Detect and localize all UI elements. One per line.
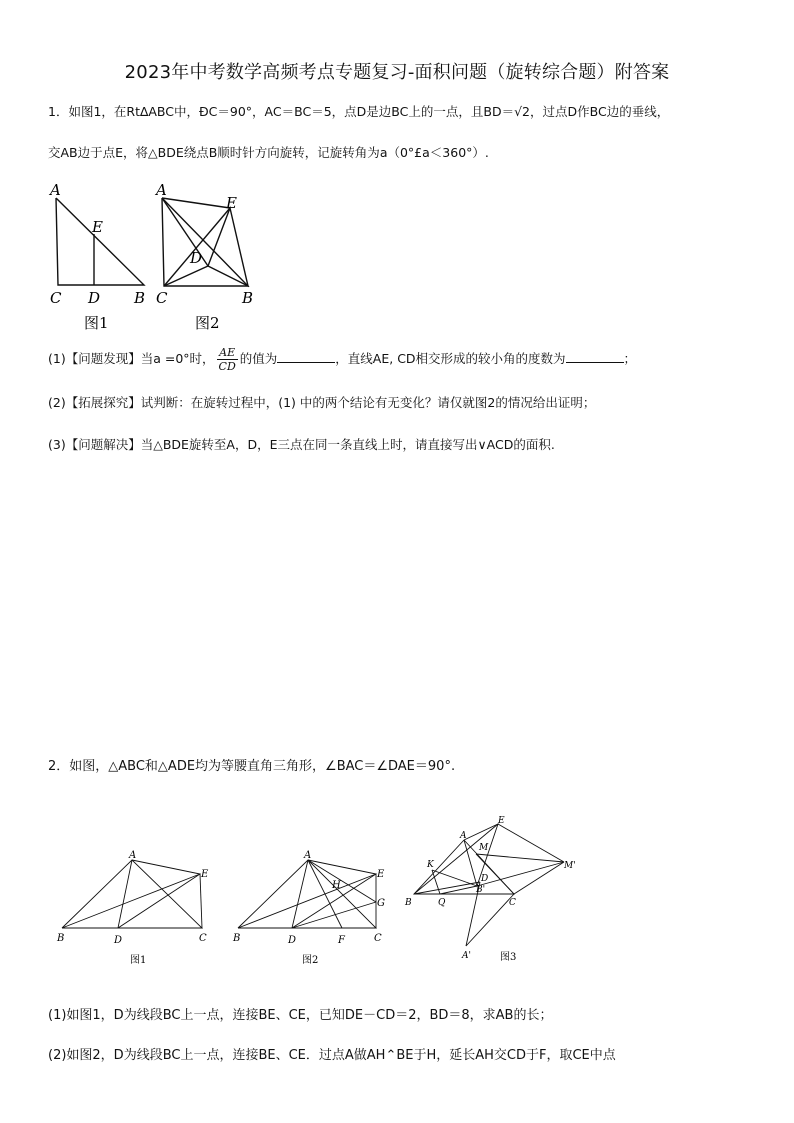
q2-fig3-label-c: C (509, 898, 516, 908)
q1-figure1 (56, 198, 144, 285)
q1-fig1-label-a: A (50, 181, 61, 199)
q2-fig3-label-e: E (498, 816, 505, 826)
q1-fig2-label-c: C (156, 289, 168, 307)
q1-fig2-segment-cd (164, 266, 208, 286)
q2-fig3-segment-a-prime-c (466, 894, 514, 946)
q1-part1-answer-blank-1 (277, 350, 335, 363)
q2-fig3-label-q: Q (438, 898, 446, 908)
q2-fig3-label-b: B (405, 898, 412, 908)
q2-fig3-segment-qd (440, 886, 477, 894)
q2-fig3-caption: 图3 (500, 952, 517, 963)
q1-fig1-label-e: E (92, 218, 103, 236)
q1-part1-fraction-numerator: AE (217, 346, 238, 360)
q2-fig3-label-d: D (481, 874, 489, 884)
q2-fig2-label-d: D (288, 935, 297, 946)
q2-fig1-label-a: A (129, 850, 137, 861)
q1-part2: (2)【拓展探究】试判断：在旋转过程中，(1) 中的两个结论有无变化？请仅就图2的情况给出证明； (48, 395, 596, 410)
q2-fig1-label-b: B (57, 933, 65, 944)
q1-fig2-segment-ce (164, 208, 230, 286)
q2-fig2-caption: 图2 (302, 955, 319, 966)
q1-fig2-label-a: A (156, 181, 167, 199)
q1-stem-line1: 1．如图1，在Rt∆ABC中，ÐC＝90°，AC＝BC＝5，点D是边BC上的一点，且BD＝√2，过点D作BC边的垂线， (48, 104, 670, 119)
q2-fig3-label-k: K (427, 860, 434, 870)
q1-fig1-caption: 图1 (84, 314, 109, 332)
q2-fig2-label-f: F (338, 935, 345, 946)
q1-part1-middle2: ，直线AE, CD相交形成的较小角的度数为 (335, 351, 566, 366)
q2-figure2 (238, 860, 376, 928)
q2-fig1-segment-ad (118, 860, 132, 928)
q1-fig1-triangle-abc (56, 198, 144, 285)
q1-fig2-caption: 图2 (195, 314, 220, 332)
q2-fig2-label-g: G (377, 898, 385, 909)
q2-fig1-label-e: E (201, 869, 209, 880)
q1-part1-end: ； (623, 351, 637, 366)
q2-fig2-label-a: A (304, 850, 312, 861)
q1-fig2-label-d: D (190, 249, 203, 267)
q2-fig3-segment-mm-prime (476, 854, 564, 862)
q1-fig2-triangle-bde (208, 208, 248, 286)
q2-figures (50, 810, 610, 970)
q2-fig1-label-c: C (199, 933, 207, 944)
q1-part1 (48, 346, 636, 373)
q1-fig1-label-c: C (50, 289, 62, 307)
q2-fig1-label-d: D (114, 935, 123, 946)
q1-fig2-segment-ae (162, 198, 230, 208)
q2-fig3-label-m-prime: M' (564, 861, 576, 871)
q2-part1: (1)如图1，D为线段BC上一点，连接BE、CE，已知DE－CD＝2，BD＝8，求AB的长； (48, 1008, 553, 1023)
q1-figures (40, 178, 280, 338)
q2-stem: 2．如图，△ABC和△ADE均为等腰直角三角形，∠BAC＝∠DAE＝90°. (48, 759, 456, 774)
page-title: 2023年中考数学高频考点专题复习-面积问题（旋转综合题）附答案 (124, 62, 670, 83)
q2-figure1 (62, 860, 202, 928)
q1-part3: (3)【问题解决】当△BDE旋转至A，D，E三点在同一条直线上时，请直接写出∨ACD的面积. (48, 437, 555, 452)
q2-fig2-label-e: E (377, 869, 385, 880)
q1-fig2-label-e: E (226, 194, 237, 212)
q2-fig2-segment-ad (292, 860, 308, 928)
q2-fig2-label-h: H (332, 880, 341, 891)
q2-fig2-label-c: C (374, 933, 382, 944)
q1-fig1-label-d: D (88, 289, 101, 307)
q2-fig3-segment-cm-prime (514, 862, 564, 894)
q1-fig1-label-b: B (134, 289, 146, 307)
q2-figure3 (414, 824, 564, 946)
q2-fig2-label-b: B (233, 933, 241, 944)
q1-part1-fraction (217, 346, 238, 373)
q2-fig3-segment-em-prime (498, 824, 564, 862)
q2-fig3-label-a: A (460, 831, 467, 841)
q1-part1-answer-blank-2 (566, 350, 624, 363)
q2-fig3-label-b-prime: B' (476, 885, 486, 895)
q2-fig2-triangle-abc (238, 860, 376, 928)
q2-fig1-segment-ce (200, 874, 202, 928)
q2-fig3-label-a-prime: A' (462, 951, 471, 961)
q2-fig3-label-m: M (479, 843, 489, 853)
q2-fig1-caption: 图1 (130, 955, 147, 966)
q1-part1-fraction-denominator: CD (218, 360, 236, 373)
q1-stem-line2: 交AB边于点E，将△BDE绕点B顺时针方向旋转，记旋转角为a（0°£a＜360°）. (48, 145, 489, 160)
q2-part2: (2)如图2，D为线段BC上一点，连接BE、CE．过点A做AH⌃BE于H，延长AH交CD于F，取CE中点 (48, 1048, 616, 1063)
q1-part1-prefix: (1)【问题发现】当a =0°时， (48, 351, 215, 366)
q1-fig2-label-b: B (242, 289, 254, 307)
q2-fig2-segment-be (238, 874, 376, 928)
q2-fig3-segment-dm-prime (477, 862, 564, 886)
q1-part1-middle: 的值为 (239, 351, 278, 366)
